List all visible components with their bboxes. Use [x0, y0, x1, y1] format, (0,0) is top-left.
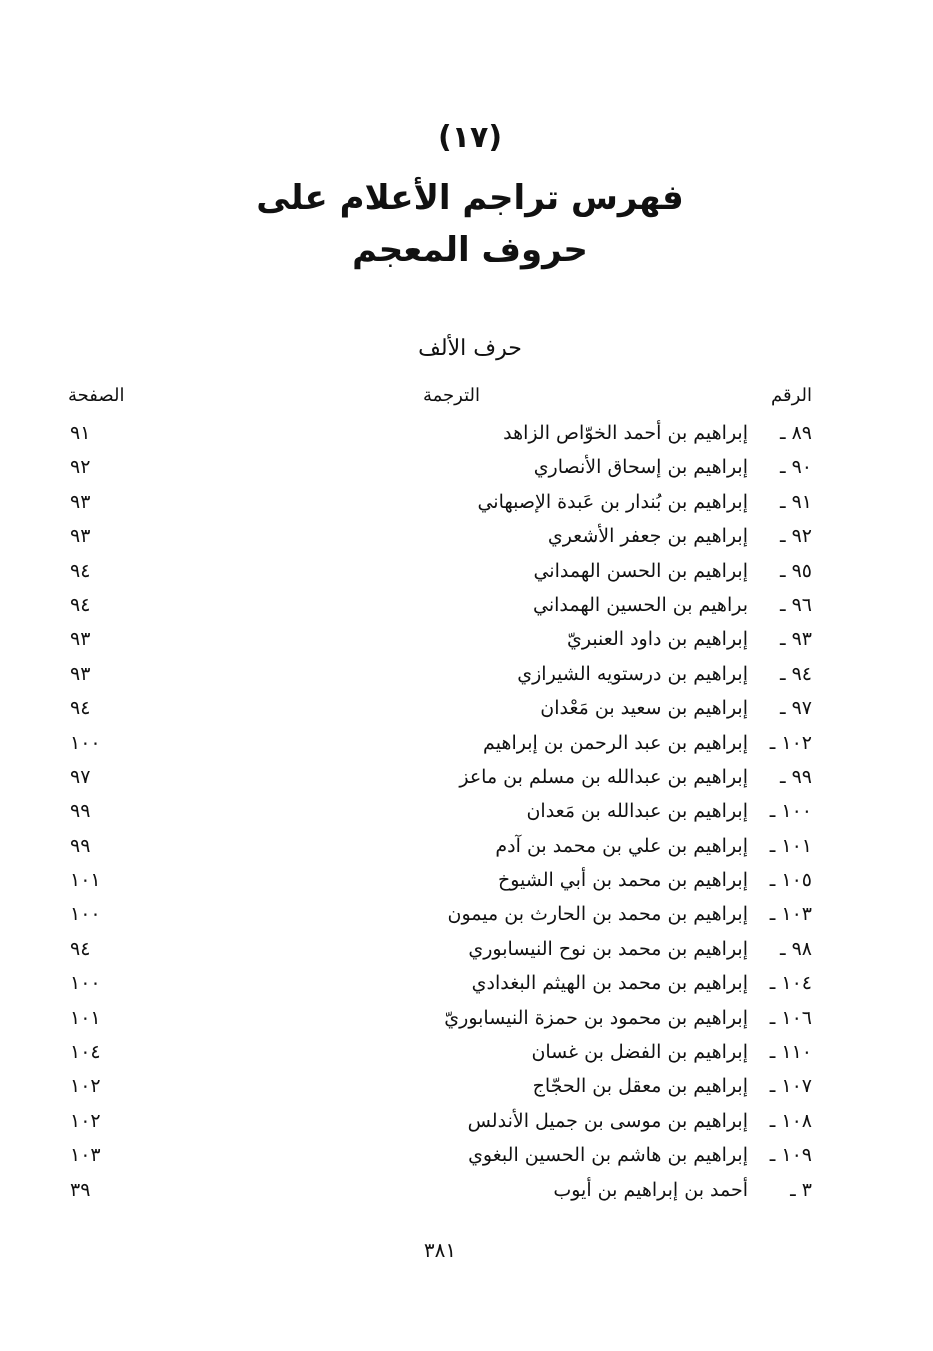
entry-page: ١٠١: [70, 869, 101, 892]
entry-name: إبراهيم بن إسحاق الأنصاري: [533, 456, 748, 479]
entry-number: ٩٦ ـ: [779, 593, 812, 616]
entry-name: إبراهيم بن هاشم بن الحسين البغوي: [468, 1144, 748, 1167]
entry-name: إبراهيم بن بُندار بن عَبدة الإصبهاني: [477, 490, 748, 513]
entry-page: ٩٤: [70, 593, 91, 616]
entry-page: ١٠٤: [70, 1041, 101, 1064]
index-title-line-1: فهرس تراجم الأعلام على: [256, 178, 684, 218]
entry-number: ٩٥ ـ: [779, 559, 812, 582]
entry-name: إبراهيم بن محمد بن نوح النيسابوري: [468, 937, 748, 960]
index-entry: [62, 452, 818, 486]
entry-page: ٩٣: [70, 525, 91, 548]
index-entry: [62, 659, 818, 693]
entry-name: إبراهيم بن علي بن محمد بن آدم: [495, 834, 748, 857]
entry-page: ٩٣: [70, 490, 91, 513]
entry-name: إبراهيم بن محمد بن أبي الشيوخ: [497, 869, 748, 892]
entry-name: إبراهيم بن سعيد بن مَعْدان: [540, 697, 748, 720]
entry-page: ٩٤: [70, 697, 91, 720]
index-entry: [62, 968, 818, 1002]
entry-number: ١٠٧ ـ: [769, 1075, 812, 1098]
entry-name: إبراهيم بن داود العنبريّ: [566, 628, 748, 651]
entry-page: ١٠٠: [70, 731, 101, 754]
entry-number: ٩١ ـ: [779, 490, 812, 513]
page-column-header: الصفحة: [68, 385, 125, 406]
index-entry: [62, 418, 818, 452]
entry-name: إبراهيم بن محمد بن الحارث بن ميمون: [447, 903, 748, 926]
page-number: ٣٨١: [423, 1238, 457, 1262]
entry-page: ٩٤: [70, 937, 91, 960]
entry-name: إبراهيم بن جعفر الأشعري: [547, 525, 748, 548]
entry-name: إبراهيم بن عبدالله بن مسلم بن ماعز: [459, 765, 748, 788]
entry-number: ٩٢ ـ: [779, 525, 812, 548]
entry-name: إبراهيم بن موسى بن جميل الأندلس: [467, 1109, 748, 1132]
entry-page: ١٠٠: [70, 903, 101, 926]
entry-number: ١٠١ ـ: [769, 834, 812, 857]
entry-page: ٣٩: [70, 1178, 91, 1201]
index-entry: [62, 865, 818, 899]
entry-name: إبراهيم بن محمد بن الهيثم البغدادي: [471, 972, 748, 995]
entry-name: إبراهيم بن درستويه الشيرازي: [517, 662, 748, 685]
index-entry: [62, 521, 818, 555]
entry-name: براهيم بن الحسين الهمداني: [533, 593, 748, 616]
entry-page: ٩٢: [70, 456, 91, 479]
entry-page: ٩٣: [70, 662, 91, 685]
index-entry: [62, 1003, 818, 1037]
index-entry: [62, 934, 818, 968]
index-entry-list: [62, 418, 818, 1209]
index-entry: [62, 693, 818, 727]
entry-name: إبراهيم بن عبدالله بن مَعدان: [526, 800, 748, 823]
index-entry: [62, 556, 818, 590]
entry-number: ٩٣ ـ: [779, 628, 812, 651]
entry-name: إبراهيم بن عبد الرحمن بن إبراهيم: [483, 731, 748, 754]
letter-heading: حرف الألف: [418, 336, 522, 361]
entry-page: ٩٤: [70, 559, 91, 582]
entry-number: ٩٧ ـ: [779, 697, 812, 720]
entry-number: ٩٤ ـ: [779, 662, 812, 685]
index-entry: [62, 1106, 818, 1140]
entry-number: ٨٩ ـ: [779, 422, 812, 444]
entry-number: ١٠٦ ـ: [769, 1006, 812, 1029]
entry-number: ٩٩ ـ: [779, 765, 812, 788]
entry-number: ٩٨ ـ: [779, 937, 812, 960]
entry-page: ٩٩: [70, 834, 91, 857]
entry-number: ١٠٣ ـ: [769, 903, 812, 926]
index-entry: [62, 796, 818, 830]
entry-number: ١٠٠ ـ: [769, 800, 812, 823]
entry-page: ١٠٢: [70, 1109, 101, 1132]
index-entry: [62, 831, 818, 865]
entry-number: ٣ ـ: [790, 1178, 812, 1201]
index-entry: [62, 624, 818, 658]
index-entry: [62, 762, 818, 796]
entry-number: ١١٠ ـ: [769, 1041, 812, 1064]
entry-name: إبراهيم بن محمود بن حمزة النيسابوريّ: [444, 1006, 748, 1029]
entry-name: إبراهيم بن أحمد الخوّاص الزاهد: [503, 422, 748, 444]
entry-number: ١٠٥ ـ: [769, 869, 812, 892]
entry-page: ١٠١: [70, 1006, 101, 1029]
index-title-line-2: حروف المعجم: [352, 230, 588, 270]
entry-number: ١٠٨ ـ: [769, 1109, 812, 1132]
entry-page: ٩١: [70, 422, 91, 444]
entry-number: ١٠٤ ـ: [769, 972, 812, 995]
entry-number: ١٠٢ ـ: [769, 731, 812, 754]
entry-page: ٩٧: [70, 765, 91, 788]
rank-column-header: الرقم: [770, 385, 812, 406]
index-entry: [62, 1175, 818, 1209]
entry-page: ٩٩: [70, 800, 91, 823]
entry-number: ١٠٩ ـ: [769, 1144, 812, 1167]
column-headers: [62, 385, 818, 415]
index-entry: [62, 728, 818, 762]
entry-name: إبراهيم بن الفضل بن غسان: [531, 1041, 748, 1064]
biography-column-header: الترجمة: [422, 385, 480, 406]
entry-page: ٩٣: [70, 628, 91, 651]
index-entry: [62, 1037, 818, 1071]
index-entry: [62, 487, 818, 521]
entry-name: إبراهيم بن معقل بن الحجّاج: [532, 1075, 748, 1098]
index-entry: [62, 590, 818, 624]
entry-page: ١٠٢: [70, 1075, 101, 1098]
index-entry: [62, 1140, 818, 1174]
index-entry: [62, 1071, 818, 1105]
index-entry: [62, 899, 818, 933]
entry-page: ١٠٠: [70, 972, 101, 995]
entry-name: إبراهيم بن الحسن الهمداني: [533, 559, 748, 582]
entry-number: ٩٠ ـ: [779, 456, 812, 479]
section-number: (١٧): [437, 120, 503, 155]
entry-page: ١٠٣: [70, 1144, 101, 1167]
entry-name: أحمد بن إبراهيم بن أيوب: [553, 1178, 748, 1201]
